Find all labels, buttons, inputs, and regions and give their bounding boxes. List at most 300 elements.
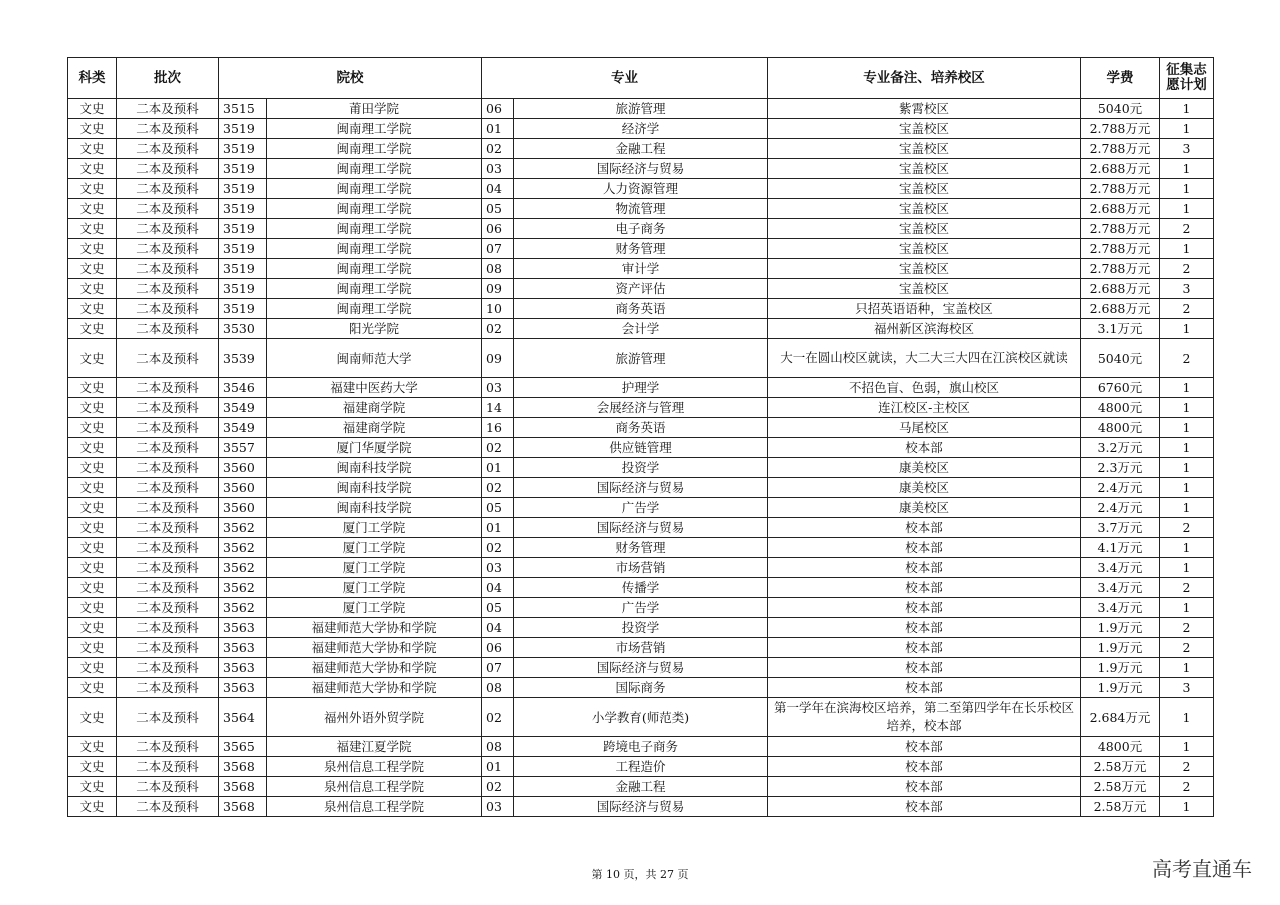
cell-major-code: 01	[482, 119, 514, 139]
cell-plan-count: 1	[1160, 179, 1214, 199]
table-row	[68, 658, 1214, 678]
cell-major-name: 电子商务	[514, 219, 768, 239]
cell-major-name: 资产评估	[514, 279, 768, 299]
cell-tuition: 2.788万元	[1081, 219, 1160, 239]
cell-school-name: 福建师范大学协和学院	[267, 618, 482, 638]
cell-school-code: 3563	[219, 638, 267, 658]
cell-tuition: 2.688万元	[1081, 199, 1160, 219]
cell-school-name: 福建师范大学协和学院	[267, 658, 482, 678]
cell-major-name: 投资学	[514, 458, 768, 478]
cell-category: 文史	[68, 319, 117, 339]
cell-major-code: 05	[482, 598, 514, 618]
cell-plan-count: 1	[1160, 797, 1214, 817]
cell-tuition: 2.688万元	[1081, 159, 1160, 179]
cell-school-code: 3557	[219, 438, 267, 458]
cell-notes-campus: 康美校区	[768, 498, 1081, 518]
cell-notes-campus: 宝盖校区	[768, 199, 1081, 219]
cell-school-name: 闽南科技学院	[267, 458, 482, 478]
cell-plan-count: 2	[1160, 618, 1214, 638]
cell-notes-campus: 不招色盲、色弱，旗山校区	[768, 378, 1081, 398]
cell-notes-campus: 校本部	[768, 438, 1081, 458]
cell-plan-count: 2	[1160, 518, 1214, 538]
cell-school-code: 3549	[219, 418, 267, 438]
table-row	[68, 558, 1214, 578]
cell-school-code: 3519	[219, 139, 267, 159]
cell-tuition: 1.9万元	[1081, 638, 1160, 658]
cell-category: 文史	[68, 618, 117, 638]
cell-major-code: 02	[482, 139, 514, 159]
cell-plan-count: 1	[1160, 418, 1214, 438]
cell-major-name: 国际经济与贸易	[514, 518, 768, 538]
cell-major-name: 商务英语	[514, 299, 768, 319]
cell-category: 文史	[68, 139, 117, 159]
cell-plan-count: 3	[1160, 678, 1214, 698]
cell-school-code: 3564	[219, 698, 267, 737]
page-footer: 第 10 页，共 27 页	[591, 868, 689, 881]
cell-school-code: 3563	[219, 658, 267, 678]
cell-plan-count: 1	[1160, 99, 1214, 119]
cell-major-code: 05	[482, 199, 514, 219]
cell-notes-campus: 宝盖校区	[768, 279, 1081, 299]
cell-school-name: 阳光学院	[267, 319, 482, 339]
cell-major-code: 09	[482, 339, 514, 378]
cell-batch: 二本及预科	[117, 199, 219, 219]
cell-batch: 二本及预科	[117, 658, 219, 678]
cell-tuition: 3.4万元	[1081, 558, 1160, 578]
cell-notes-campus: 校本部	[768, 658, 1081, 678]
cell-plan-count: 3	[1160, 139, 1214, 159]
cell-school-code: 3568	[219, 797, 267, 817]
cell-major-code: 03	[482, 558, 514, 578]
cell-tuition: 4800元	[1081, 398, 1160, 418]
table-row	[68, 638, 1214, 658]
cell-school-code: 3539	[219, 339, 267, 378]
cell-plan-count: 1	[1160, 119, 1214, 139]
cell-school-code: 3565	[219, 737, 267, 757]
table-row	[68, 159, 1214, 179]
cell-major-name: 旅游管理	[514, 99, 768, 119]
cell-major-code: 03	[482, 159, 514, 179]
table-row	[68, 598, 1214, 618]
cell-notes-campus: 大一在圆山校区就读，大二大三大四在江滨校区就读	[768, 339, 1081, 378]
cell-plan-count: 1	[1160, 239, 1214, 259]
cell-tuition: 2.688万元	[1081, 279, 1160, 299]
cell-notes-campus: 校本部	[768, 558, 1081, 578]
cell-school-code: 3562	[219, 578, 267, 598]
cell-major-code: 08	[482, 678, 514, 698]
cell-plan-count: 2	[1160, 219, 1214, 239]
cell-major-name: 国际经济与贸易	[514, 797, 768, 817]
cell-tuition: 2.3万元	[1081, 458, 1160, 478]
cell-batch: 二本及预科	[117, 698, 219, 737]
cell-notes-campus: 第一学年在滨海校区培养，第二至第四学年在长乐校区培养，校本部	[768, 698, 1081, 737]
cell-major-code: 02	[482, 319, 514, 339]
cell-school-name: 莆田学院	[267, 99, 482, 119]
cell-batch: 二本及预科	[117, 618, 219, 638]
cell-plan-count: 2	[1160, 299, 1214, 319]
cell-school-name: 福州外语外贸学院	[267, 698, 482, 737]
cell-tuition: 2.788万元	[1081, 259, 1160, 279]
cell-category: 文史	[68, 219, 117, 239]
cell-batch: 二本及预科	[117, 259, 219, 279]
table-row	[68, 279, 1214, 299]
cell-notes-campus: 校本部	[768, 638, 1081, 658]
cell-school-code: 3519	[219, 239, 267, 259]
cell-batch: 二本及预科	[117, 179, 219, 199]
cell-category: 文史	[68, 598, 117, 618]
cell-tuition: 2.788万元	[1081, 179, 1160, 199]
cell-tuition: 2.788万元	[1081, 239, 1160, 259]
cell-notes-campus: 校本部	[768, 618, 1081, 638]
cell-school-code: 3519	[219, 179, 267, 199]
cell-major-name: 会展经济与管理	[514, 398, 768, 418]
cell-tuition: 3.4万元	[1081, 578, 1160, 598]
cell-school-code: 3562	[219, 558, 267, 578]
cell-school-name: 厦门工学院	[267, 538, 482, 558]
table-row	[68, 179, 1214, 199]
cell-notes-campus: 宝盖校区	[768, 219, 1081, 239]
cell-tuition: 2.684万元	[1081, 698, 1160, 737]
table-row	[68, 99, 1214, 119]
table-row	[68, 618, 1214, 638]
cell-tuition: 3.1万元	[1081, 319, 1160, 339]
cell-school-code: 3546	[219, 378, 267, 398]
cell-notes-campus: 只招英语语种，宝盖校区	[768, 299, 1081, 319]
cell-category: 文史	[68, 378, 117, 398]
cell-school-name: 闽南理工学院	[267, 239, 482, 259]
cell-major-name: 跨境电子商务	[514, 737, 768, 757]
cell-plan-count: 2	[1160, 777, 1214, 797]
cell-notes-campus: 校本部	[768, 578, 1081, 598]
cell-tuition: 2.788万元	[1081, 119, 1160, 139]
cell-batch: 二本及预科	[117, 319, 219, 339]
table-row	[68, 757, 1214, 777]
cell-category: 文史	[68, 638, 117, 658]
cell-notes-campus: 连江校区-主校区	[768, 398, 1081, 418]
cell-school-code: 3519	[219, 299, 267, 319]
cell-batch: 二本及预科	[117, 458, 219, 478]
cell-batch: 二本及预科	[117, 638, 219, 658]
cell-category: 文史	[68, 698, 117, 737]
cell-school-name: 闽南理工学院	[267, 219, 482, 239]
cell-plan-count: 2	[1160, 638, 1214, 658]
cell-plan-count: 1	[1160, 598, 1214, 618]
cell-notes-campus: 宝盖校区	[768, 259, 1081, 279]
cell-school-code: 3563	[219, 678, 267, 698]
cell-plan-count: 1	[1160, 698, 1214, 737]
cell-notes-campus: 宝盖校区	[768, 159, 1081, 179]
cell-plan-count: 1	[1160, 398, 1214, 418]
cell-major-name: 商务英语	[514, 418, 768, 438]
cell-major-name: 金融工程	[514, 139, 768, 159]
header-batch: 批次	[117, 58, 219, 99]
table-body	[68, 99, 1214, 817]
cell-notes-campus: 校本部	[768, 598, 1081, 618]
cell-major-code: 04	[482, 179, 514, 199]
cell-school-code: 3549	[219, 398, 267, 418]
cell-plan-count: 2	[1160, 757, 1214, 777]
cell-school-name: 闽南理工学院	[267, 119, 482, 139]
cell-school-name: 福建中医药大学	[267, 378, 482, 398]
cell-plan-count: 1	[1160, 658, 1214, 678]
cell-category: 文史	[68, 777, 117, 797]
cell-school-name: 闽南理工学院	[267, 159, 482, 179]
cell-major-name: 投资学	[514, 618, 768, 638]
cell-tuition: 6760元	[1081, 378, 1160, 398]
cell-category: 文史	[68, 558, 117, 578]
table-row	[68, 797, 1214, 817]
cell-school-code: 3562	[219, 518, 267, 538]
cell-major-name: 国际商务	[514, 678, 768, 698]
cell-tuition: 1.9万元	[1081, 658, 1160, 678]
cell-major-name: 护理学	[514, 378, 768, 398]
cell-notes-campus: 马尾校区	[768, 418, 1081, 438]
cell-category: 文史	[68, 518, 117, 538]
cell-school-name: 厦门工学院	[267, 518, 482, 538]
cell-notes-campus: 校本部	[768, 797, 1081, 817]
cell-batch: 二本及预科	[117, 518, 219, 538]
cell-batch: 二本及预科	[117, 418, 219, 438]
cell-plan-count: 1	[1160, 159, 1214, 179]
cell-category: 文史	[68, 737, 117, 757]
cell-batch: 二本及预科	[117, 378, 219, 398]
cell-plan-count: 2	[1160, 578, 1214, 598]
table-row	[68, 438, 1214, 458]
cell-school-code: 3530	[219, 319, 267, 339]
cell-school-name: 厦门工学院	[267, 598, 482, 618]
cell-school-code: 3519	[219, 219, 267, 239]
cell-notes-campus: 宝盖校区	[768, 119, 1081, 139]
cell-category: 文史	[68, 239, 117, 259]
header-tuition: 学费	[1081, 58, 1160, 99]
cell-notes-campus: 校本部	[768, 757, 1081, 777]
table-row	[68, 299, 1214, 319]
cell-major-code: 02	[482, 698, 514, 737]
cell-major-name: 物流管理	[514, 199, 768, 219]
cell-category: 文史	[68, 99, 117, 119]
cell-tuition: 2.58万元	[1081, 777, 1160, 797]
cell-tuition: 5040元	[1081, 339, 1160, 378]
cell-school-name: 泉州信息工程学院	[267, 777, 482, 797]
cell-major-code: 16	[482, 418, 514, 438]
cell-batch: 二本及预科	[117, 159, 219, 179]
cell-plan-count: 1	[1160, 478, 1214, 498]
cell-plan-count: 1	[1160, 378, 1214, 398]
cell-batch: 二本及预科	[117, 279, 219, 299]
table-row	[68, 139, 1214, 159]
cell-major-name: 国际经济与贸易	[514, 658, 768, 678]
cell-school-name: 福建商学院	[267, 418, 482, 438]
cell-plan-count: 1	[1160, 319, 1214, 339]
table-row	[68, 777, 1214, 797]
cell-school-name: 闽南科技学院	[267, 478, 482, 498]
cell-school-name: 闽南理工学院	[267, 259, 482, 279]
table-row	[68, 538, 1214, 558]
cell-major-code: 14	[482, 398, 514, 418]
cell-major-code: 03	[482, 797, 514, 817]
cell-school-code: 3519	[219, 159, 267, 179]
table-row	[68, 259, 1214, 279]
cell-major-name: 金融工程	[514, 777, 768, 797]
cell-notes-campus: 宝盖校区	[768, 239, 1081, 259]
cell-category: 文史	[68, 279, 117, 299]
watermark-logo-text: 高考直通车	[1152, 857, 1252, 881]
table-row	[68, 119, 1214, 139]
cell-major-name: 审计学	[514, 259, 768, 279]
cell-batch: 二本及预科	[117, 558, 219, 578]
cell-major-name: 国际经济与贸易	[514, 159, 768, 179]
table-row	[68, 578, 1214, 598]
cell-category: 文史	[68, 299, 117, 319]
cell-category: 文史	[68, 339, 117, 378]
cell-major-code: 02	[482, 478, 514, 498]
cell-school-name: 闽南理工学院	[267, 199, 482, 219]
cell-tuition: 4800元	[1081, 737, 1160, 757]
cell-major-name: 市场营销	[514, 558, 768, 578]
cell-school-name: 福建师范大学协和学院	[267, 678, 482, 698]
cell-batch: 二本及预科	[117, 498, 219, 518]
cell-school-name: 福建商学院	[267, 398, 482, 418]
cell-plan-count: 2	[1160, 259, 1214, 279]
cell-plan-count: 1	[1160, 558, 1214, 578]
cell-category: 文史	[68, 199, 117, 219]
cell-batch: 二本及预科	[117, 398, 219, 418]
cell-school-code: 3519	[219, 199, 267, 219]
header-plan: 征集志愿计划	[1160, 58, 1214, 99]
cell-batch: 二本及预科	[117, 538, 219, 558]
cell-category: 文史	[68, 757, 117, 777]
cell-major-name: 广告学	[514, 498, 768, 518]
cell-school-name: 闽南理工学院	[267, 179, 482, 199]
cell-major-name: 小学教育(师范类)	[514, 698, 768, 737]
cell-batch: 二本及预科	[117, 777, 219, 797]
cell-school-name: 泉州信息工程学院	[267, 797, 482, 817]
cell-plan-count: 3	[1160, 279, 1214, 299]
cell-plan-count: 1	[1160, 498, 1214, 518]
cell-tuition: 1.9万元	[1081, 678, 1160, 698]
cell-major-code: 01	[482, 518, 514, 538]
cell-major-code: 02	[482, 538, 514, 558]
table-row	[68, 518, 1214, 538]
cell-plan-count: 2	[1160, 339, 1214, 378]
table-row	[68, 678, 1214, 698]
cell-batch: 二本及预科	[117, 299, 219, 319]
cell-plan-count: 1	[1160, 538, 1214, 558]
cell-batch: 二本及预科	[117, 239, 219, 259]
cell-category: 文史	[68, 179, 117, 199]
cell-category: 文史	[68, 418, 117, 438]
cell-major-code: 07	[482, 239, 514, 259]
cell-school-code: 3560	[219, 458, 267, 478]
cell-major-name: 工程造价	[514, 757, 768, 777]
cell-category: 文史	[68, 498, 117, 518]
cell-major-name: 广告学	[514, 598, 768, 618]
cell-school-code: 3562	[219, 538, 267, 558]
cell-school-name: 闽南科技学院	[267, 498, 482, 518]
cell-notes-campus: 校本部	[768, 737, 1081, 757]
cell-major-code: 04	[482, 578, 514, 598]
cell-school-code: 3519	[219, 259, 267, 279]
table-row	[68, 378, 1214, 398]
cell-plan-count: 1	[1160, 737, 1214, 757]
cell-major-code: 08	[482, 259, 514, 279]
cell-major-name: 财务管理	[514, 239, 768, 259]
cell-school-code: 3563	[219, 618, 267, 638]
cell-category: 文史	[68, 658, 117, 678]
cell-tuition: 2.688万元	[1081, 299, 1160, 319]
cell-plan-count: 1	[1160, 199, 1214, 219]
cell-tuition: 4.1万元	[1081, 538, 1160, 558]
table-row	[68, 199, 1214, 219]
cell-school-code: 3568	[219, 777, 267, 797]
table-row	[68, 698, 1214, 737]
cell-category: 文史	[68, 119, 117, 139]
cell-major-code: 05	[482, 498, 514, 518]
table-row	[68, 737, 1214, 757]
cell-tuition: 3.4万元	[1081, 598, 1160, 618]
cell-school-code: 3519	[219, 119, 267, 139]
header-major-notes-campus: 专业备注、培养校区	[768, 58, 1081, 99]
cell-tuition: 2.788万元	[1081, 139, 1160, 159]
cell-batch: 二本及预科	[117, 757, 219, 777]
cell-category: 文史	[68, 797, 117, 817]
cell-major-name: 供应链管理	[514, 438, 768, 458]
cell-school-name: 泉州信息工程学院	[267, 757, 482, 777]
cell-category: 文史	[68, 398, 117, 418]
table-row	[68, 498, 1214, 518]
cell-major-code: 04	[482, 618, 514, 638]
cell-category: 文史	[68, 678, 117, 698]
cell-notes-campus: 紫霄校区	[768, 99, 1081, 119]
cell-notes-campus: 福州新区滨海校区	[768, 319, 1081, 339]
cell-notes-campus: 校本部	[768, 538, 1081, 558]
cell-school-code: 3515	[219, 99, 267, 119]
cell-category: 文史	[68, 259, 117, 279]
cell-major-code: 02	[482, 777, 514, 797]
cell-tuition: 2.4万元	[1081, 498, 1160, 518]
cell-major-name: 经济学	[514, 119, 768, 139]
cell-major-code: 06	[482, 99, 514, 119]
cell-school-name: 厦门华厦学院	[267, 438, 482, 458]
cell-major-name: 会计学	[514, 319, 768, 339]
cell-school-name: 闽南理工学院	[267, 139, 482, 159]
cell-notes-campus: 宝盖校区	[768, 179, 1081, 199]
cell-category: 文史	[68, 159, 117, 179]
cell-batch: 二本及预科	[117, 119, 219, 139]
cell-school-code: 3519	[219, 279, 267, 299]
cell-major-code: 03	[482, 378, 514, 398]
table-row	[68, 319, 1214, 339]
cell-major-name: 市场营销	[514, 638, 768, 658]
header-institution: 院校	[219, 58, 482, 99]
cell-batch: 二本及预科	[117, 578, 219, 598]
cell-tuition: 2.58万元	[1081, 797, 1160, 817]
cell-major-name: 人力资源管理	[514, 179, 768, 199]
cell-major-code: 06	[482, 638, 514, 658]
table-row	[68, 398, 1214, 418]
cell-major-code: 07	[482, 658, 514, 678]
cell-notes-campus: 宝盖校区	[768, 139, 1081, 159]
cell-school-name: 闽南理工学院	[267, 279, 482, 299]
cell-major-code: 10	[482, 299, 514, 319]
table-row	[68, 418, 1214, 438]
cell-batch: 二本及预科	[117, 219, 219, 239]
cell-major-name: 国际经济与贸易	[514, 478, 768, 498]
cell-batch: 二本及预科	[117, 737, 219, 757]
cell-category: 文史	[68, 578, 117, 598]
cell-major-code: 08	[482, 737, 514, 757]
cell-notes-campus: 康美校区	[768, 458, 1081, 478]
